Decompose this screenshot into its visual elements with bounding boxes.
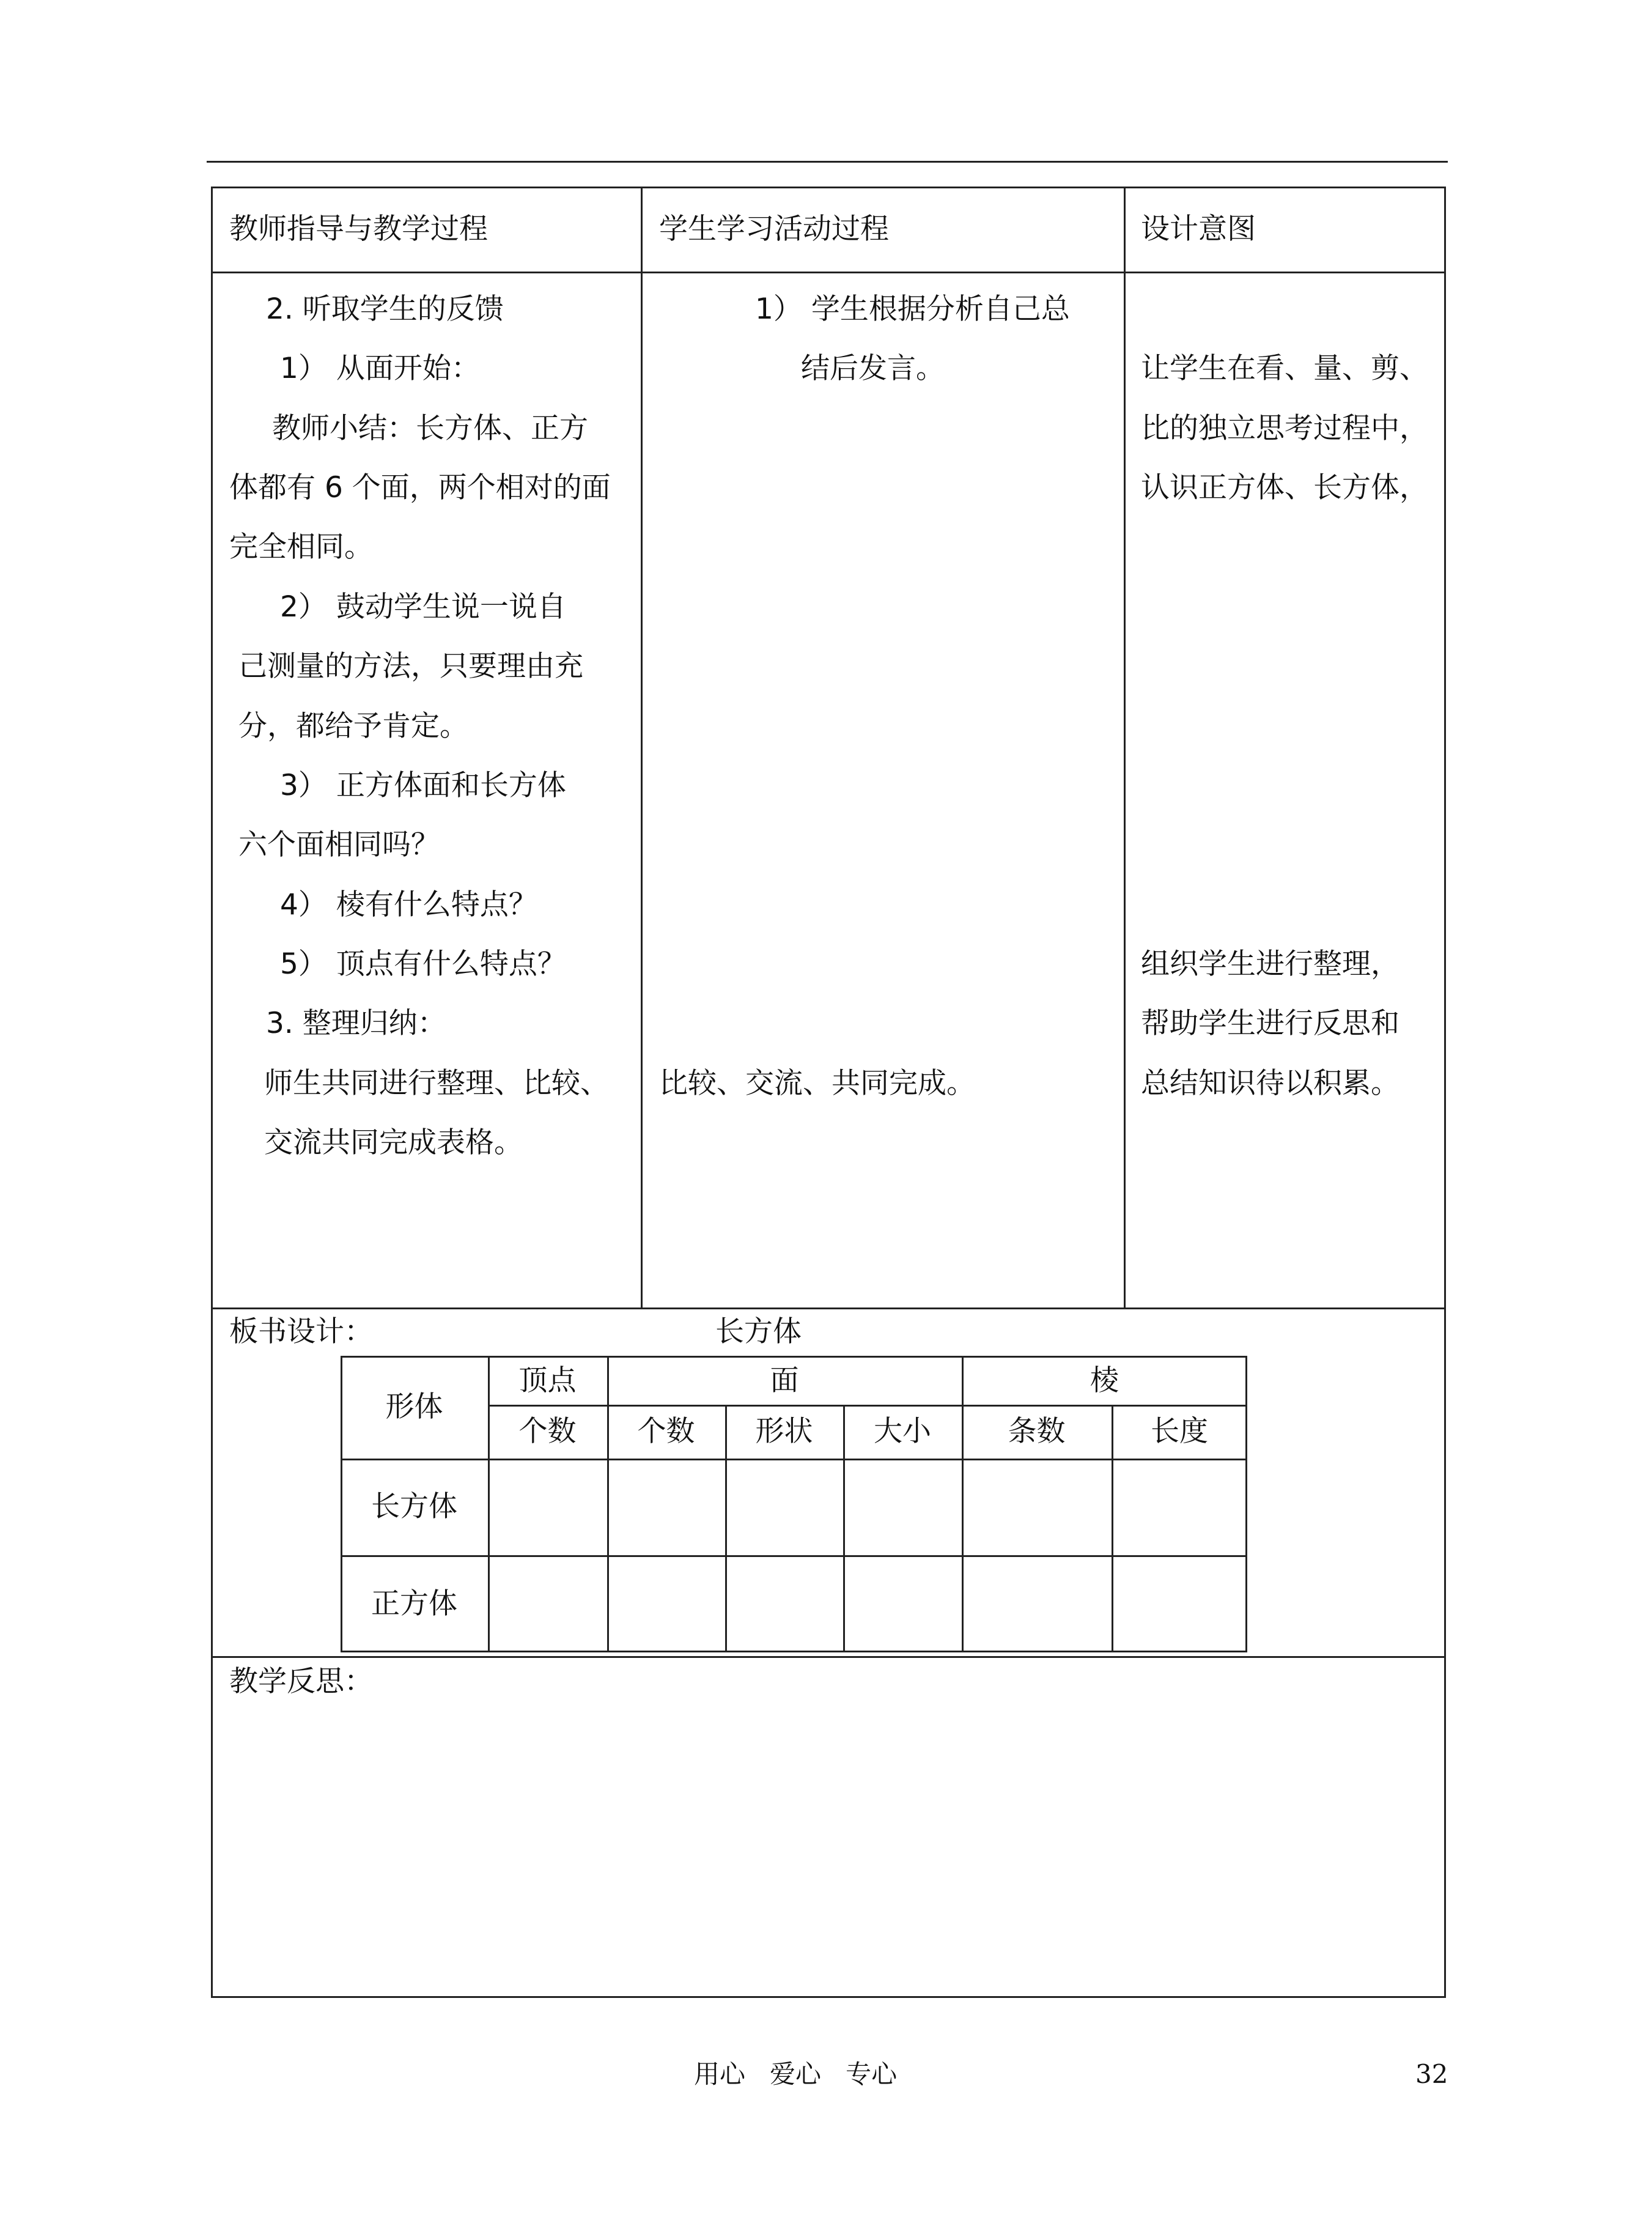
header-teacher: 教师指导与教学过程: [229, 212, 488, 246]
teacher-line-11: 4） 棱有什么特点？: [280, 888, 537, 922]
board-title: 长方体: [715, 1315, 802, 1348]
teacher-line-10: 六个面相同吗？: [238, 828, 440, 862]
teacher-line-9: 3） 正方体面和长方体: [280, 769, 566, 802]
teacher-line-2: 1） 从面开始：: [280, 352, 480, 385]
teacher-line-3: 教师小结：长方体、正方: [272, 412, 588, 445]
column-divider-1: [641, 187, 643, 1309]
teacher-line-13: 3. 整理归纳：: [266, 1007, 446, 1040]
board-table-subheader-line: [488, 1405, 1247, 1407]
teacher-line-15: 交流共同完成表格。: [264, 1126, 523, 1160]
board-label: 板书设计：: [229, 1315, 373, 1348]
reflection-label: 教学反思：: [229, 1665, 373, 1698]
intent-line-1: 让学生在看、量、剪、: [1141, 352, 1428, 385]
board-header-edge: 棱: [1090, 1364, 1119, 1397]
board-subheader-face-size: 大小: [874, 1415, 931, 1448]
teacher-line-14: 师生共同进行整理、比较、: [264, 1067, 609, 1100]
board-subheader-face-shape: 形状: [755, 1415, 813, 1448]
board-table-col-line-2: [607, 1356, 609, 1652]
board-header-face: 面: [770, 1364, 799, 1397]
board-row-cube: 正方体: [371, 1587, 457, 1621]
board-subheader-edge-count: 条数: [1008, 1415, 1066, 1448]
header-divider: [211, 272, 1446, 273]
footer-motto: 用心 爱心 专心: [694, 2059, 898, 2089]
board-subheader-vertex-count: 个数: [518, 1415, 577, 1448]
teacher-line-4: 体都有 6 个面，两个相对的面: [229, 471, 611, 505]
student-line-3: 比较、交流、共同完成。: [659, 1067, 975, 1100]
page-number: 32: [1415, 2059, 1448, 2089]
intent-line-4: 组织学生进行整理，: [1141, 947, 1399, 981]
column-divider-2: [1124, 187, 1126, 1309]
board-header-shape: 形体: [385, 1390, 443, 1424]
board-subheader-edge-length: 长度: [1151, 1415, 1208, 1448]
header-student: 学生学习活动过程: [659, 212, 889, 246]
teacher-line-6: 2） 鼓动学生说一说自: [280, 590, 566, 624]
board-header-vertex: 顶点: [518, 1364, 577, 1397]
reflection-divider: [211, 1656, 1446, 1658]
teacher-line-1: 2. 听取学生的反馈: [266, 292, 504, 326]
intent-line-6: 总结知识待以积累。: [1141, 1067, 1399, 1100]
student-line-2: 结后发言。: [801, 352, 945, 385]
teacher-line-5: 完全相同。: [229, 530, 373, 564]
teacher-line-12: 5） 顶点有什么特点？: [280, 947, 566, 981]
teacher-line-7: 己测量的方法，只要理由充: [238, 649, 583, 683]
board-divider: [211, 1307, 1446, 1309]
intent-line-5: 帮助学生进行反思和: [1141, 1007, 1399, 1040]
header-rule: [207, 161, 1448, 163]
intent-line-3: 认识正方体、长方体，: [1141, 471, 1428, 505]
board-table-col-line-1: [488, 1356, 490, 1652]
header-intent: 设计意图: [1141, 212, 1256, 246]
teacher-line-8: 分，都给予肯定。: [238, 709, 468, 743]
student-line-1: 1） 学生根据分析自己总: [755, 292, 1070, 326]
board-row-cuboid: 长方体: [371, 1490, 457, 1523]
board-table-col-line-5: [962, 1356, 964, 1652]
intent-line-2: 比的独立思考过程中，: [1141, 412, 1428, 445]
board-subheader-face-count: 个数: [637, 1415, 695, 1448]
